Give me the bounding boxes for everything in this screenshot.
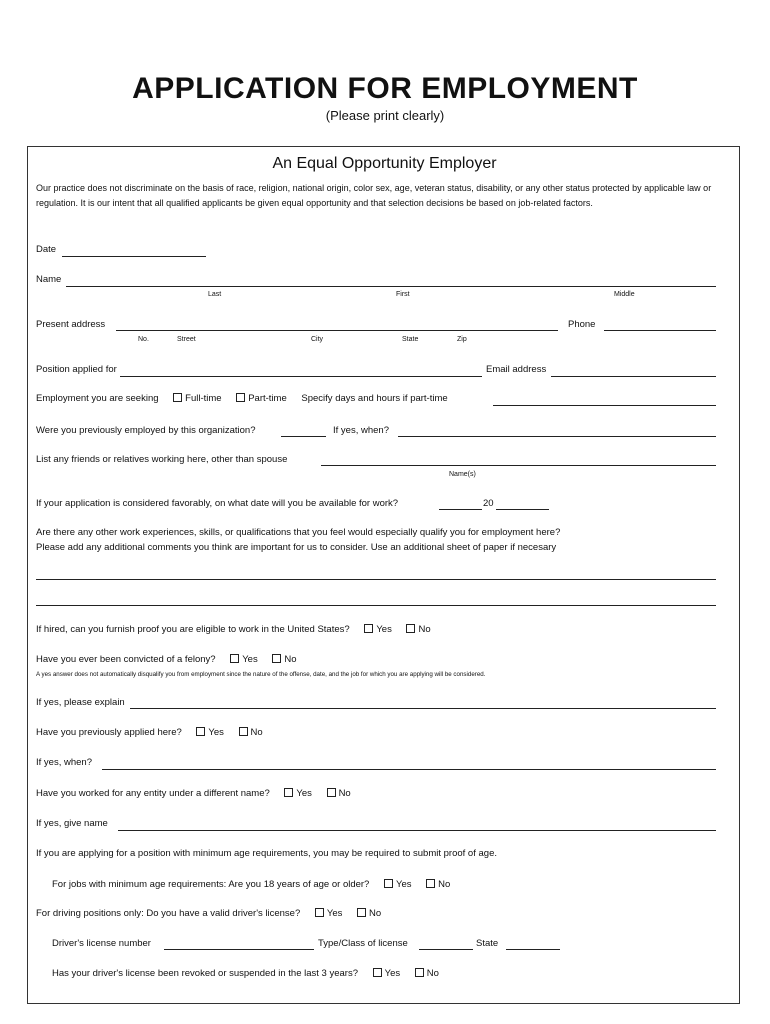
felony-no-checkbox[interactable] <box>272 654 281 663</box>
name-last-caption: Last <box>208 291 222 298</box>
different-name-no-checkbox[interactable] <box>327 788 336 797</box>
available-date-field[interactable] <box>439 509 482 510</box>
address-city-caption: City <box>311 336 324 343</box>
email-field[interactable] <box>551 376 716 377</box>
revoked-no-label: No <box>426 968 439 979</box>
applied-row <box>36 727 263 738</box>
name-first-caption: First <box>396 291 410 298</box>
min-age-note: If you are applying for a position with minimum age requirements, you may be required to submit proof of age. <box>36 848 497 859</box>
revoked-yes-checkbox[interactable] <box>373 968 382 977</box>
intro-paragraph: Our practice does not discriminate on the basis of race, religion, national origin, color sex, age, veteran status, disability, or any other status protected by applicable law or regulation. It is our intent that all qualified applicants be given equal opportunity and that selection decisions be based on job-related factors. <box>36 183 712 208</box>
felony-row <box>36 654 297 665</box>
age18-no-label: No <box>438 879 451 890</box>
age18-yes-checkbox[interactable] <box>384 879 393 888</box>
address-field[interactable] <box>116 330 558 331</box>
friends-label: List any friends or relatives working here, other than spouse <box>36 454 288 465</box>
name-field[interactable] <box>66 286 716 287</box>
available-label: If your application is considered favorably, on what date will you be available for work? <box>36 498 399 509</box>
name-row <box>36 274 61 285</box>
position-row <box>36 364 117 375</box>
experience-line-1[interactable] <box>36 579 716 580</box>
prev-when-label: If yes, when? <box>333 425 389 436</box>
license-number-label: Driver's license number <box>52 938 151 949</box>
address-street-caption: Street <box>177 336 196 343</box>
form-title: APPLICATION FOR EMPLOYMENT <box>132 72 638 105</box>
age18-label: For jobs with minimum age requirements: Are you 18 years of age or older? <box>52 879 370 890</box>
explain-field[interactable] <box>130 708 716 709</box>
name-label: Name <box>36 274 62 285</box>
explain-row <box>36 697 125 708</box>
date-label: Date <box>36 244 57 255</box>
different-name-yes-checkbox[interactable] <box>284 788 293 797</box>
position-label: Position applied for <box>36 364 117 375</box>
proof-no-checkbox[interactable] <box>406 624 415 633</box>
give-name-label: If yes, give name <box>36 818 108 829</box>
form-subtitle: (Please print clearly) <box>325 108 445 123</box>
different-name-row <box>36 788 351 799</box>
explain-label: If yes, please explain <box>36 697 125 708</box>
prev-employed-field[interactable] <box>281 436 326 437</box>
available-year-field[interactable] <box>496 509 549 510</box>
application-form <box>27 146 740 1004</box>
license-state-label: State <box>476 938 499 949</box>
applied-no-checkbox[interactable] <box>239 727 248 736</box>
address-label: Present address <box>36 319 106 330</box>
license-number-field[interactable] <box>164 949 314 950</box>
license-no-checkbox[interactable] <box>357 908 366 917</box>
license-row <box>36 908 381 919</box>
applied-when-field[interactable] <box>102 769 716 770</box>
applied-when-row <box>36 757 92 768</box>
proof-yes-label: Yes <box>376 624 392 635</box>
felony-note: A yes answer does not automatically disqualify you from employment since the nature of the offense, date, and the job for which you are applying will be considered. <box>36 671 486 678</box>
license-label: For driving positions only: Do you have a valid driver's license? <box>36 908 301 919</box>
friends-row <box>36 454 287 465</box>
proof-no-label: No <box>418 624 431 635</box>
license-yes-label: Yes <box>326 908 343 919</box>
different-name-no-label: No <box>338 788 351 799</box>
parttime-days-label: Specify days and hours if part-time <box>301 393 448 404</box>
license-type-field[interactable] <box>419 949 473 950</box>
friends-caption: Name(s) <box>449 471 476 478</box>
revoked-yes-label: Yes <box>384 968 401 979</box>
availability-row <box>36 498 398 509</box>
phone-field[interactable] <box>604 330 716 331</box>
name-middle-caption: Middle <box>614 291 635 298</box>
prev-when-field[interactable] <box>398 436 716 437</box>
different-name-yes-label: Yes <box>296 788 312 799</box>
date-row <box>36 244 56 255</box>
age18-row <box>52 879 450 890</box>
felony-label: Have you ever been convicted of a felony? <box>36 654 216 665</box>
license-no-label: No <box>369 908 382 919</box>
give-name-field[interactable] <box>118 830 716 831</box>
applied-when-label: If yes, when? <box>36 757 92 768</box>
address-state-caption: State <box>402 336 419 343</box>
parttime-label: Part-time <box>248 393 287 404</box>
address-no-caption: No. <box>138 336 149 343</box>
applied-yes-checkbox[interactable] <box>196 727 205 736</box>
license-yes-checkbox[interactable] <box>315 908 324 917</box>
fulltime-checkbox[interactable] <box>173 393 182 402</box>
employment-type-row <box>36 393 448 404</box>
felony-no-label: No <box>284 654 297 665</box>
proof-row <box>36 624 431 635</box>
phone-label: Phone <box>568 319 596 330</box>
parttime-checkbox[interactable] <box>236 393 245 402</box>
revoked-label: Has your driver's license been revoked or suspended in the last 3 years? <box>52 968 358 979</box>
give-name-row <box>36 818 108 829</box>
position-field[interactable] <box>120 376 482 377</box>
applied-no-label: No <box>250 727 263 738</box>
available-year-prefix: 20 <box>483 498 494 509</box>
equal-opportunity-heading: An Equal Opportunity Employer <box>272 155 497 172</box>
employment-label: Employment you are seeking <box>36 393 159 404</box>
felony-yes-label: Yes <box>242 654 258 665</box>
address-zip-caption: Zip <box>457 336 467 343</box>
applied-yes-label: Yes <box>208 727 224 738</box>
experience-comments: Please add any additional comments you think are important for us to consider. Use an additional sheet of paper if necesary <box>36 542 557 553</box>
prev-employed-label: Were you previously employed by this organization? <box>36 425 256 436</box>
age18-yes-label: Yes <box>396 879 412 890</box>
different-name-label: Have you worked for any entity under a different name? <box>36 788 270 799</box>
license-type-label: Type/Class of license <box>318 938 408 949</box>
age18-no-checkbox[interactable] <box>426 879 435 888</box>
felony-yes-checkbox[interactable] <box>230 654 239 663</box>
proof-label: If hired, can you furnish proof you are eligible to work in the United States? <box>36 624 350 635</box>
applied-label: Have you previously applied here? <box>36 727 182 738</box>
experience-line-2[interactable] <box>36 605 716 606</box>
email-label: Email address <box>486 364 547 375</box>
proof-yes-checkbox[interactable] <box>364 624 373 633</box>
fulltime-label: Full-time <box>185 393 222 404</box>
prev-employed-row <box>36 425 256 436</box>
address-row <box>36 319 105 330</box>
revoked-no-checkbox[interactable] <box>415 968 424 977</box>
friends-field[interactable] <box>321 465 716 466</box>
experience-question: Are there any other work experiences, skills, or qualifications that you feel would especially qualify you for employment here? <box>36 527 561 538</box>
license-state-field[interactable] <box>506 949 560 950</box>
date-field[interactable] <box>62 256 206 257</box>
revoked-row <box>52 968 439 979</box>
parttime-days-field[interactable] <box>493 405 716 406</box>
